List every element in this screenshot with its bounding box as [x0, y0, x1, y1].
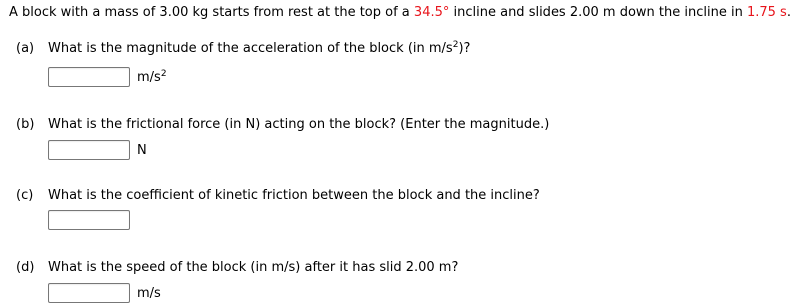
problem-stem-end: . — [786, 5, 791, 20]
part-c-question — [16, 188, 540, 204]
part-d-question-text: What is the speed of the block (in m/s) after it has slid 2.00 m? — [48, 260, 459, 275]
slide-time-value: 1.75 s — [746, 5, 787, 20]
part-b-question — [16, 117, 549, 133]
part-c-answer-input[interactable] — [48, 210, 130, 230]
part-a-unit-base: m/s — [137, 70, 161, 85]
problem-stem-middle: incline and slides 2.00 m down the incline in — [449, 5, 747, 20]
part-a-question-end: )? — [458, 41, 471, 56]
part-a-question — [16, 41, 470, 57]
part-d-question — [16, 260, 458, 276]
part-d-answer-input[interactable] — [48, 283, 130, 303]
part-b-answer-input[interactable] — [48, 140, 130, 160]
incline-angle-value: 34.5° — [413, 5, 450, 20]
part-a-label: (a) — [16, 41, 35, 56]
part-d-label: (d) — [16, 260, 35, 275]
part-a-question-exponent: 2 — [452, 40, 459, 50]
part-c-question-text: What is the coefficient of kinetic friction between the block and the incline? — [48, 188, 540, 203]
part-a-unit — [137, 70, 167, 86]
part-b-unit: N — [137, 143, 147, 158]
part-a-question-main: What is the magnitude of the acceleration of the block (in m/s — [48, 41, 453, 56]
part-b-label: (b) — [16, 117, 35, 132]
part-d-unit: m/s — [137, 286, 161, 301]
part-b-question-text: What is the frictional force (in N) acting on the block? (Enter the magnitude.) — [48, 117, 550, 132]
part-c-label: (c) — [16, 188, 34, 203]
part-a-question-text — [48, 41, 470, 56]
problem-stem-start: A block with a mass of 3.00 kg starts from rest at the top of a — [9, 5, 414, 20]
part-a-answer-input[interactable] — [48, 67, 130, 87]
problem-statement — [9, 5, 791, 21]
part-a-unit-exponent: 2 — [160, 69, 167, 79]
